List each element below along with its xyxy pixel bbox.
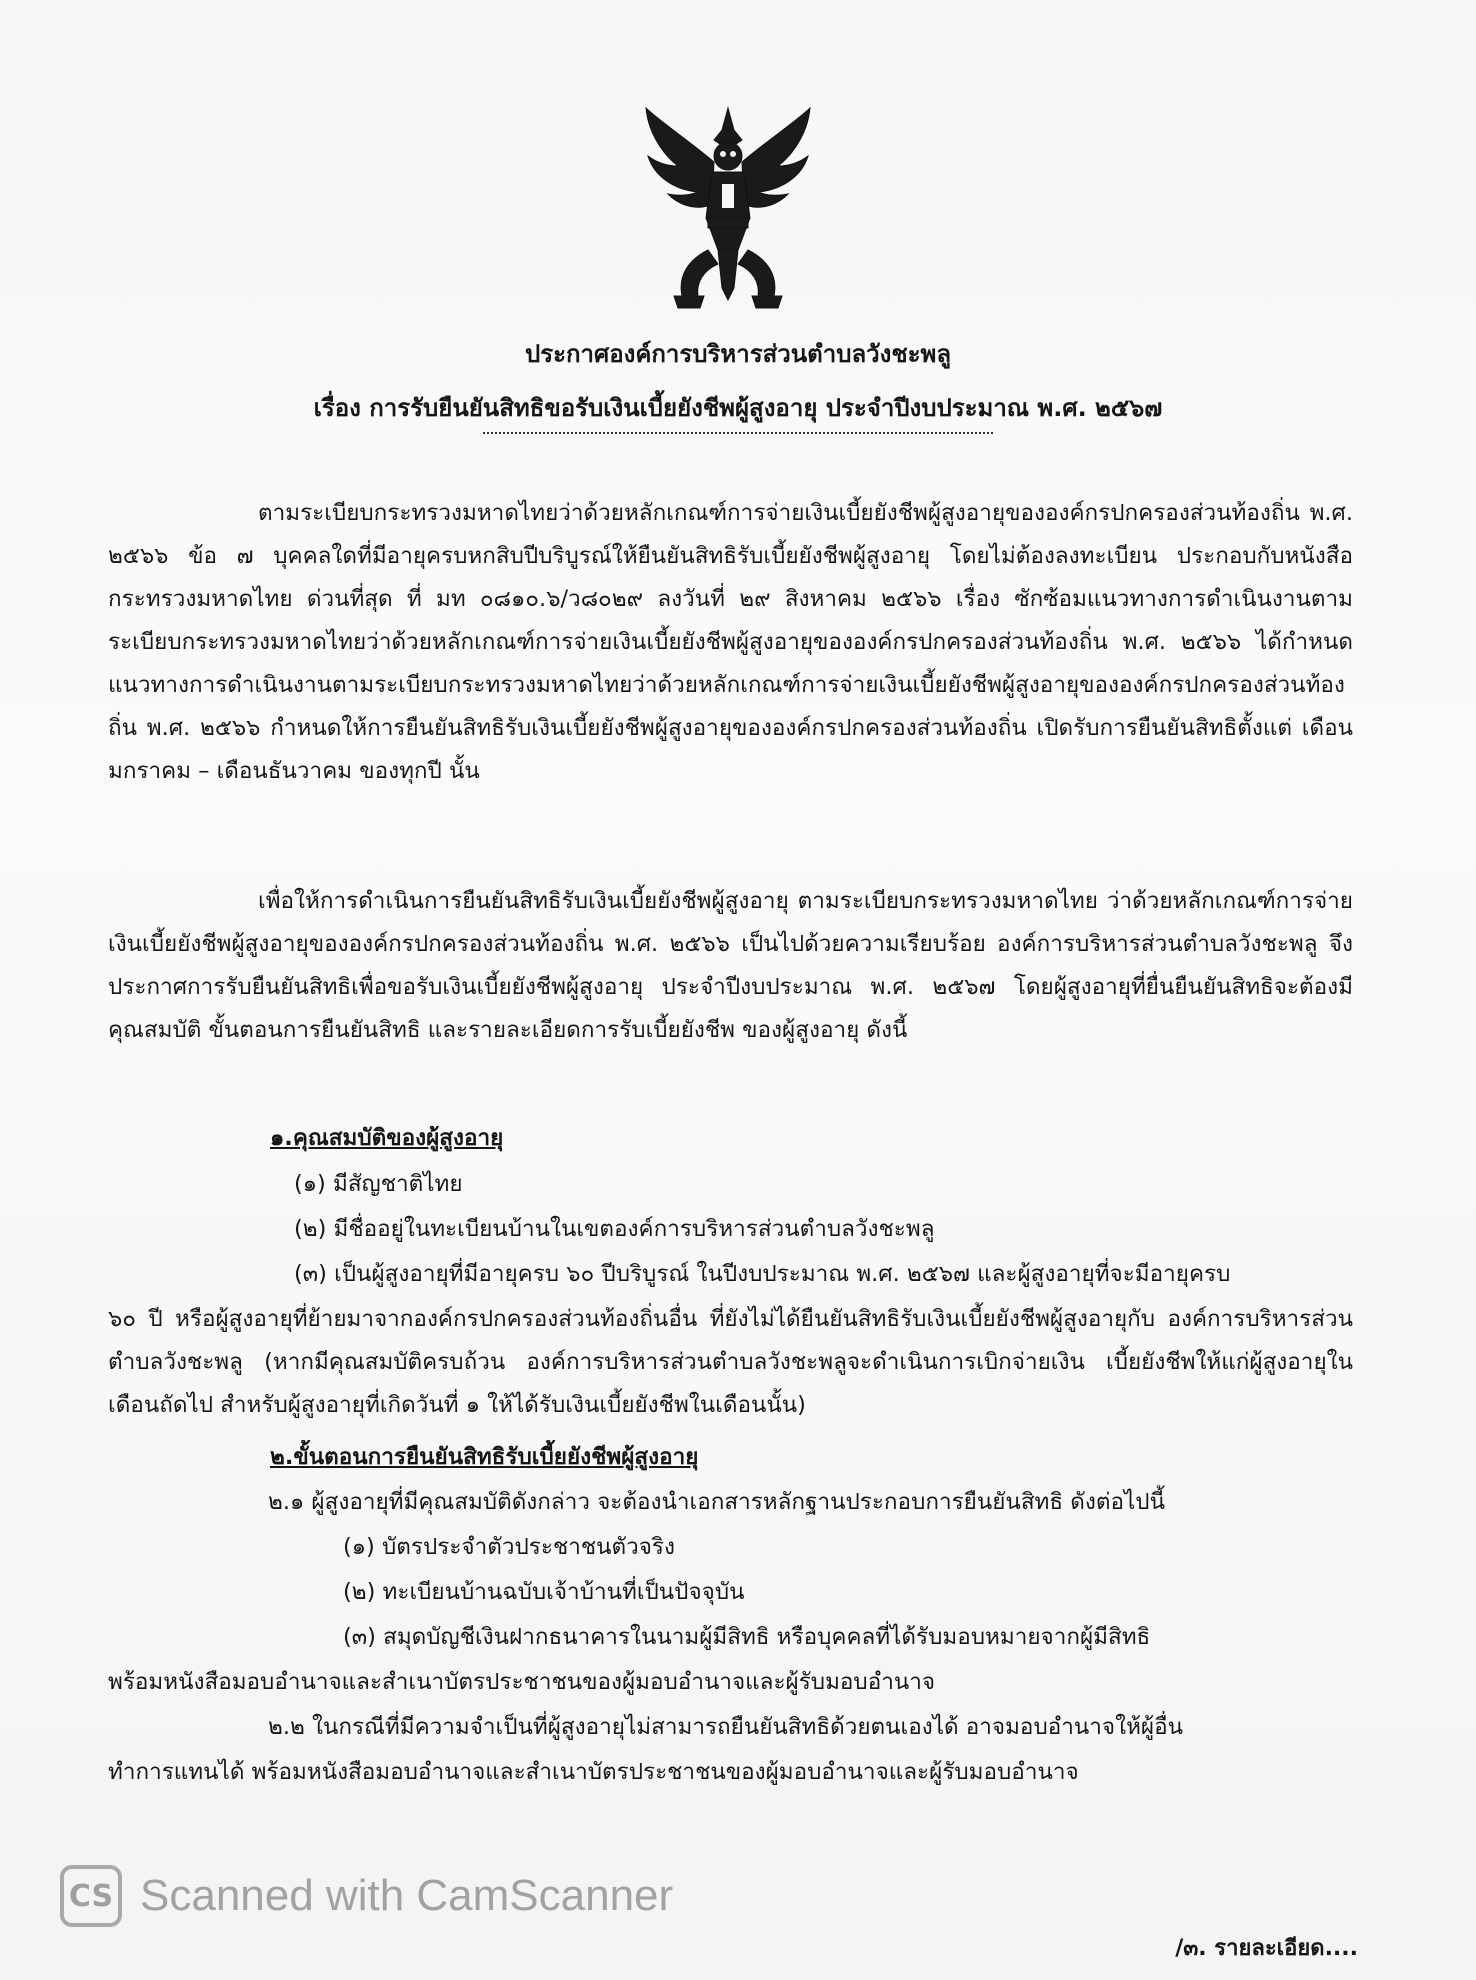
- section-1-item-3: (๓) เป็นผู้สูงอายุที่มีอายุครบ ๖๐ ปีบริบูรณ์ ในปีงบประมาณ พ.ศ. ๒๕๖๗ และผู้สูงอายุที่จะมีอายุครบ: [294, 1261, 1231, 1287]
- document-title: ประกาศองค์การบริหารส่วนตำบลวังชะพลู: [524, 340, 952, 368]
- section-2-doc-2: (๒) ทะเบียนบ้านฉบับเจ้าบ้านที่เป็นปัจจุบัน: [343, 1579, 745, 1605]
- section-2-doc-3-continued: พร้อมหนังสือมอบอำนาจและสำเนาบัตรประชาชนของผู้มอบอำนาจและผู้รับมอบอำนาจ: [108, 1669, 936, 1695]
- paragraph-2: เพื่อให้การดำเนินการยืนยันสิทธิรับเงินเบี้ยยังชีพผู้สูงอายุ ตามระเบียบกระทรวงมหาดไทย ว่าด้วยหลักเกณฑ์การจ่ายเงินเบี้ยยังชีพผู้สูงอายุขององค์กรปกครองส่วนท้องถิ่น พ.ศ. ๒๕๖๖ เป็นไปด้วยความเรียบร้อย องค์การบริหารส่วนตำบลวังชะพลู จึงประกาศการรับยืนยันสิทธิเพื่อขอรับเงินเบี้ยยังชีพผู้สูงอายุ ประจำปีงบประมาณ พ.ศ. ๒๕๖๗ โดยผู้สูงอายุที่ยื่นยืนยันสิทธิจะต้องมีคุณสมบัติ ขั้นตอนการยืนยันสิทธิ และรายละเอียดการรับเบี้ยยังชีพ ของผู้สูงอายุ ดังนี้: [108, 888, 1353, 1043]
- section-2-heading: ๒.ขั้นตอนการยืนยันสิทธิรับเบี้ยยังชีพผู้สูงอายุ: [270, 1444, 699, 1470]
- page-continuation: /๓. รายละเอียด....: [1175, 1936, 1358, 1961]
- section-1-heading: ๑.คุณสมบัติของผู้สูงอายุ: [270, 1125, 504, 1151]
- garuda-emblem-icon: [638, 100, 818, 320]
- document-subject: เรื่อง การรับยืนยันสิทธิขอรับเงินเบี้ยยังชีพผู้สูงอายุ ประจำปีงบประมาณ พ.ศ. ๒๕๖๗: [313, 394, 1163, 422]
- section-2-doc-1: (๑) บัตรประจำตัวประชาชนตัวจริง: [343, 1534, 675, 1560]
- section-2-sub-1: ๒.๑ ผู้สูงอายุที่มีคุณสมบัติดังกล่าว จะต้องนำเอกสารหลักฐานประกอบการยืนยันสิทธิ ดังต่อไปนี้: [268, 1489, 1165, 1515]
- section-2-sub-2: ๒.๒ ในกรณีที่มีความจำเป็นที่ผู้สูงอายุไม่สามารถยืนยันสิทธิด้วยตนเองได้ อาจมอบอำนาจให้ผู้อื่น: [268, 1714, 1183, 1740]
- section-1-item-2: (๒) มีชื่ออยู่ในทะเบียนบ้านในเขตองค์การบริหารส่วนตำบลวังชะพลู: [294, 1216, 935, 1242]
- camscanner-logo-icon: CS: [60, 1865, 122, 1927]
- section-2-doc-3: (๓) สมุดบัญชีเงินฝากธนาคารในนามผู้มีสิทธิ หรือบุคคลที่ได้รับมอบหมายจากผู้มีสิทธิ: [343, 1624, 1151, 1650]
- dotted-separator: [483, 432, 993, 434]
- section-1-item-1: (๑) มีสัญชาติไทย: [294, 1171, 463, 1197]
- section-1-item-3-continued: ๖๐ ปี หรือผู้สูงอายุที่ย้ายมาจากองค์กรปกครองส่วนท้องถิ่นอื่น ที่ยังไม่ได้ยืนยันสิทธิรับเงินเบี้ยยังชีพผู้สูงอายุกับ องค์การบริหารส่วนตำบลวังชะพลู (หากมีคุณสมบัติครบถ้วน องค์การบริหารส่วนตำบลวังชะพลูจะดำเนินการเบิกจ่ายเงิน เบี้ยยังชีพให้แก่ผู้สูงอายุในเดือนถัดไป สำหรับผู้สูงอายุที่เกิดวันที่ ๑ ให้ได้รับเงินเบี้ยยังชีพในเดือนนั้น): [108, 1306, 1353, 1418]
- section-2-sub-2-continued: ทำการแทนได้ พร้อมหนังสือมอบอำนาจและสำเนาบัตรประชาชนของผู้มอบอำนาจและผู้รับมอบอำนาจ: [108, 1759, 1079, 1785]
- watermark-text: Scanned with CamScanner: [140, 1871, 674, 1920]
- camscanner-watermark: [60, 1865, 673, 1927]
- paragraph-1: ตามระเบียบกระทรวงมหาดไทยว่าด้วยหลักเกณฑ์การจ่ายเงินเบี้ยยังชีพผู้สูงอายุขององค์กรปกครองส่วนท้องถิ่น พ.ศ. ๒๕๖๖ ข้อ ๗ บุคคลใดที่มีอายุครบหกสิบปีบริบูรณ์ให้ยืนยันสิทธิรับเบี้ยยังชีพผู้สูงอายุ โดยไม่ต้องลงทะเบียน ประกอบกับหนังสือกระทรวงมหาดไทย ด่วนที่สุด ที่ มท ๐๘๑๐.๖/ว๘๐๒๙ ลงวันที่ ๒๙ สิงหาคม ๒๕๖๖ เรื่อง ซักซ้อมแนวทางการดำเนินงานตามระเบียบกระทรวงมหาดไทยว่าด้วยหลักเกณฑ์การจ่ายเงินเบี้ยยังชีพผู้สูงอายุขององค์กรปกครองส่วนท้องถิ่น พ.ศ. ๒๕๖๖ ได้กำหนดแนวทางการดำเนินงานตามระเบียบกระทรวงมหาดไทยว่าด้วยหลักเกณฑ์การจ่ายเงินเบี้ยยังชีพผู้สูงอายุขององค์กรปกครองส่วนท้องถิ่น พ.ศ. ๒๕๖๖ กำหนดให้การยืนยันสิทธิรับเงินเบี้ยยังชีพผู้สูงอายุขององค์กรปกครองส่วนท้องถิ่น เปิดรับการยืนยันสิทธิตั้งแต่ เดือนมกราคม – เดือนธันวาคม ของทุกปี นั้น: [108, 500, 1353, 784]
